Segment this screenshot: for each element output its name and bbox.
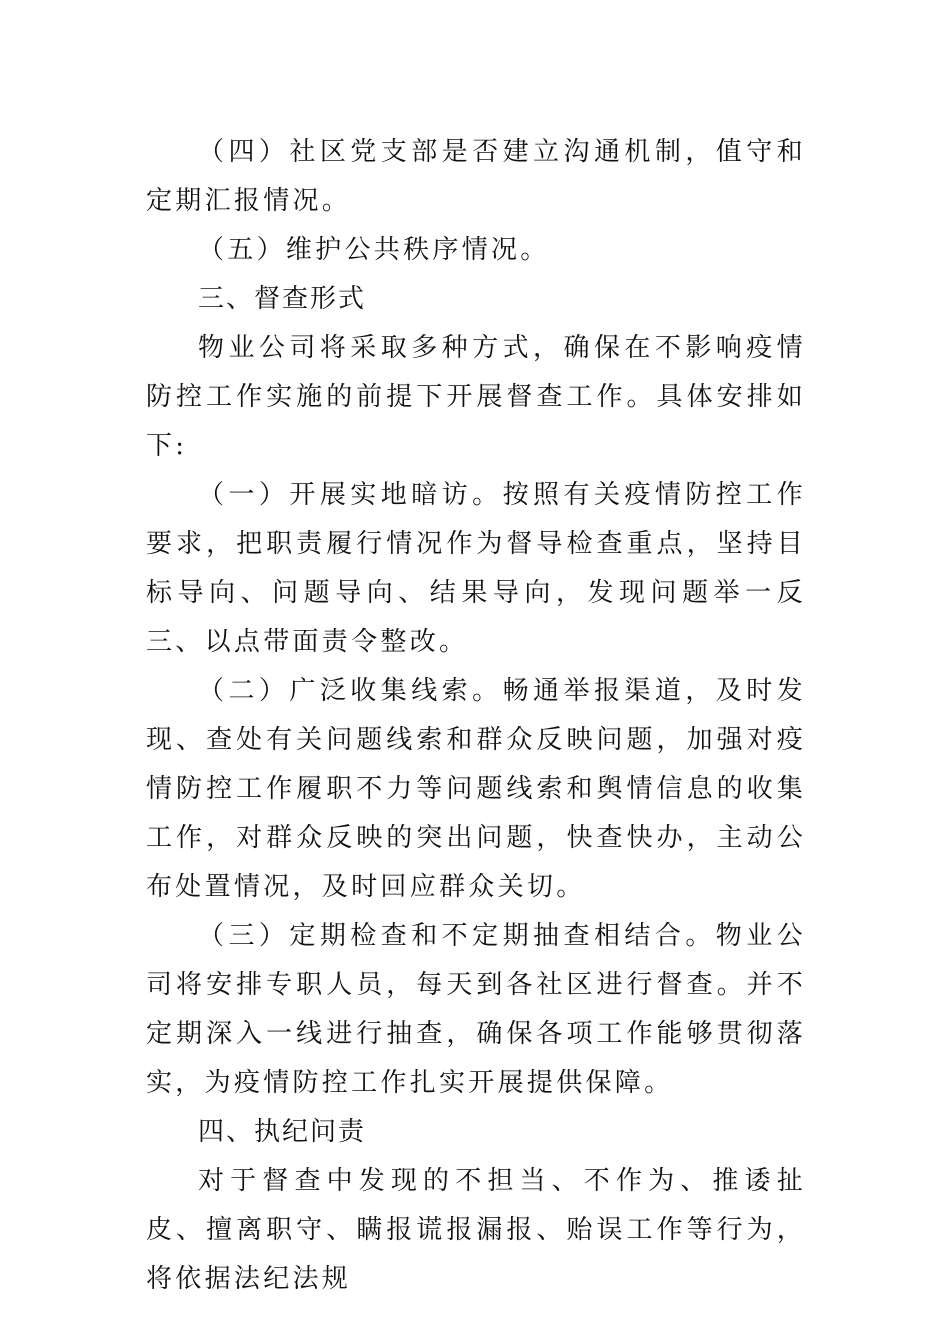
paragraph-item-4: （四）社区党支部是否建立沟通机制，值守和定期汇报情况。 — [146, 137, 806, 216]
paragraph-section-3-intro: 物业公司将采取多种方式，确保在不影响疫情防控工作实施的前提下开展督查工作。具体安排如下: — [146, 333, 806, 461]
paragraph-section-3-item-1: （一）开展实地暗访。按照有关疫情防控工作要求，把职责履行情况作为督导检查重点，坚持目标导向、问题导向、结果导向，发现问题举一反三、以点带面责令整改。 — [146, 480, 806, 657]
paragraph-item-5: （五）维护公共秩序情况。 — [198, 235, 550, 265]
paragraph-section-3-item-2: （二）广泛收集线索。畅通举报渠道，及时发现、查处有关问题线索和群众反映问题，加强对疫情防控工作履职不力等问题线索和舆情信息的收集工作，对群众反映的突出问题，快查快办，主动公布处置情况，及时回应群众关切。 — [146, 676, 806, 902]
paragraph-section-3-item-3: （三）定期检查和不定期抽查相结合。物业公司将安排专职人员，每天到各社区进行督查。并不定期深入一线进行抽查，确保各项工作能够贯彻落实，为疫情防控工作扎实开展提供保障。 — [146, 921, 806, 1098]
section-heading-3: 三、督查形式 — [198, 284, 367, 314]
document-body — [146, 128, 806, 1304]
section-heading-4: 四、执纪问责 — [198, 1117, 367, 1147]
paragraph-section-4-intro: 对于督查中发现的不担当、不作为、推诿扯皮、擅离职守、瞒报谎报漏报、贻误工作等行为，将依据法纪法规 — [146, 1166, 806, 1294]
